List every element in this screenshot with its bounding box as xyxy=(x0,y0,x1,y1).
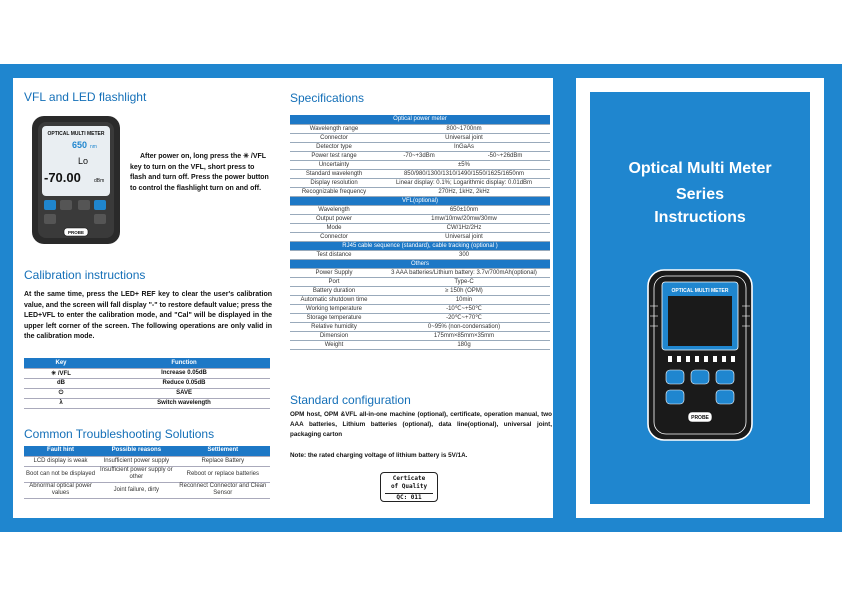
cover-device-label: OPTICAL MULTI METER xyxy=(671,288,729,294)
spec-section-header xyxy=(290,259,550,268)
lcd-wave: 650 xyxy=(72,140,88,150)
spec-label: Detector type xyxy=(290,142,378,151)
spec-value: -20℃~+70℃ xyxy=(378,313,550,322)
table-header-cell: Key xyxy=(24,358,98,368)
spec-section-title: Optical power meter xyxy=(290,115,550,124)
quality-certificate xyxy=(380,472,438,502)
spec-value: 10min xyxy=(378,295,550,304)
spec-row xyxy=(290,142,550,151)
spec-label: Wavelength xyxy=(290,205,378,214)
standard-config-note: Note: the rated charging voltage of lithium battery is 5V/1A. xyxy=(290,452,468,459)
settlement-cell: Replace Battery xyxy=(176,456,270,466)
spec-label: Port xyxy=(290,277,378,286)
reason-cell: Insufficient power supply xyxy=(97,456,176,466)
spec-value-alt: -50~+26dBm xyxy=(460,151,550,160)
table-row xyxy=(24,482,270,498)
spec-value: 850/980/1300/1310/1490/1550/1625/1650nm xyxy=(378,169,550,178)
spec-label: Storage temperature xyxy=(290,313,378,322)
spec-row xyxy=(290,250,550,259)
spec-row xyxy=(290,295,550,304)
device-brand: PROBE xyxy=(67,230,85,235)
spec-section-header xyxy=(290,115,550,124)
spec-row xyxy=(290,331,550,340)
spec-section-title: Others xyxy=(290,259,550,268)
certificate-qc: QC: 011 xyxy=(385,493,433,502)
spec-value: Linear display: 0.1%; Logarithmic display: 0.01dBm xyxy=(378,178,550,187)
cover-title-line3: Instructions xyxy=(654,209,746,226)
spec-label: Standard wavelength xyxy=(290,169,378,178)
spec-label: Power test range xyxy=(290,151,378,160)
spec-value: -10℃~+50℃ xyxy=(378,304,550,313)
spec-label: Working temperature xyxy=(290,304,378,313)
spec-value: InGaAs xyxy=(378,142,550,151)
cover-device-brand: PROBE xyxy=(691,415,709,421)
table-row xyxy=(24,368,270,378)
spec-row xyxy=(290,160,550,169)
calibration-text: At the same time, press the LED+ REF key to clear the user's calibration value, and the screen will fall display "-" to restore default value; press the LED+VFL to enter the calibration mode, and "Cal" will be displayed in the upper left corner of the screen. The following operations are only valid in the calibration mode. xyxy=(24,291,272,340)
spec-row xyxy=(290,124,550,133)
key-cell: ⏻ xyxy=(24,388,98,398)
lcd-unit: nm xyxy=(90,144,97,150)
spec-row xyxy=(290,232,550,241)
cover-title-line1: Optical Multi Meter xyxy=(628,160,772,177)
spec-label: Dimension xyxy=(290,331,378,340)
troubleshooting-title: Common Troubleshooting Solutions xyxy=(24,427,215,441)
fault-cell: LCD display is weak xyxy=(24,456,97,466)
spec-label: Power Supply xyxy=(290,268,378,277)
spec-section-title: RJ45 cable sequence (standard), cable tracking (optional ) xyxy=(290,241,550,250)
reason-cell: Joint failure, dirty xyxy=(97,482,176,498)
table-row xyxy=(24,456,270,466)
spec-value: Type-C xyxy=(378,277,550,286)
table-row xyxy=(24,388,270,398)
spec-row xyxy=(290,169,550,178)
spec-row xyxy=(290,133,550,142)
spec-value: CW/1Hz/2Hz xyxy=(378,223,550,232)
spec-value: 3 AAA batteries/Lithium battery: 3.7v/700mAh(optional) xyxy=(378,268,550,277)
spec-value: 650±10nm xyxy=(378,205,550,214)
fault-cell: Boot can not be displayed xyxy=(24,466,97,482)
settlement-cell: Reconnect Connector and Clean Sensor xyxy=(176,482,270,498)
spec-value: 800~1700nm xyxy=(378,124,550,133)
spec-label: Recognizable frequency xyxy=(290,187,378,196)
certificate-line1: Certicate xyxy=(392,475,426,482)
cover-device-illustration xyxy=(644,266,756,444)
spec-value: -70~+3dBm xyxy=(378,151,460,160)
table-header-cell: Fault hint xyxy=(24,446,97,456)
lcd-reading-unit: dBm xyxy=(94,178,105,184)
spec-row xyxy=(290,286,550,295)
lcd-header: OPTICAL MULTI METER xyxy=(47,131,105,137)
spec-label: Connector xyxy=(290,133,378,142)
reason-cell: Insufficient power supply or other xyxy=(97,466,176,482)
spec-row xyxy=(290,313,550,322)
spec-value: 175mm×85mm×35mm xyxy=(378,331,550,340)
spec-row xyxy=(290,187,550,196)
spec-row xyxy=(290,322,550,331)
spec-value: Universal joint xyxy=(378,133,550,142)
spec-row xyxy=(290,223,550,232)
standard-config-title: Standard configuration xyxy=(290,393,411,407)
key-cell: dB xyxy=(24,378,98,388)
spec-row xyxy=(290,340,550,349)
table-header-cell: Function xyxy=(98,358,270,368)
lcd-reading: -70.00 xyxy=(44,170,81,185)
table-row xyxy=(24,466,270,482)
table-header-cell: Possible reasons xyxy=(97,446,176,456)
key-cell: λ xyxy=(24,398,98,408)
spec-row xyxy=(290,214,550,223)
spec-label: Automatic shutdown time xyxy=(290,295,378,304)
table-row xyxy=(24,378,270,388)
spec-value: 0~95% (non-condensation) xyxy=(378,322,550,331)
spec-row xyxy=(290,205,550,214)
device-illustration xyxy=(30,112,122,248)
device-key-icon xyxy=(44,200,56,210)
spec-value: 1mw/10mw/20mw/30mw xyxy=(378,214,550,223)
spec-label: Mode xyxy=(290,223,378,232)
spec-value: 180g xyxy=(378,340,550,349)
spec-value: ≥ 150h (OPM) xyxy=(378,286,550,295)
spec-row xyxy=(290,178,550,187)
certificate-line2: of Quality xyxy=(390,483,428,490)
spec-row xyxy=(290,151,550,160)
vfl-text: After power on, long press the ✳ /VFL key to turn on the VFL, short press to flash and turn off. Press the power button to control the flashlight turn on and off. xyxy=(130,153,269,192)
spec-label: Wavelength range xyxy=(290,124,378,133)
key-cell: ✳ /VFL xyxy=(24,368,98,378)
table-header-row xyxy=(24,358,270,368)
spec-value: 300 xyxy=(378,250,550,259)
specifications-table xyxy=(290,115,550,350)
table-row xyxy=(24,398,270,408)
calibration-key-table xyxy=(24,358,270,409)
standard-config-text: OPM host, OPM &VFL all-in-one machine (optional), certificate, operation manual, two AAA batteries, Lithium batteries (optional), data line(optional), universal joint, packaging carton xyxy=(290,411,552,438)
settlement-cell: Reboot or replace batteries xyxy=(176,466,270,482)
table-header-row xyxy=(24,446,270,456)
vfl-title: VFL and LED flashlight xyxy=(24,90,147,104)
spec-label: Connector xyxy=(290,232,378,241)
troubleshooting-table xyxy=(24,446,270,499)
spec-row xyxy=(290,304,550,313)
specifications-title: Specifications xyxy=(290,91,365,105)
spec-value: 270Hz, 1kHz, 2kHz xyxy=(378,187,550,196)
table-header-cell: Settlement xyxy=(176,446,270,456)
spec-section-title: VFL(optional) xyxy=(290,196,550,205)
spec-label: Test distance xyxy=(290,250,378,259)
function-cell: Increase 0.05dB xyxy=(98,368,270,378)
function-cell: SAVE xyxy=(98,388,270,398)
spec-section-header xyxy=(290,241,550,250)
calibration-title: Calibration instructions xyxy=(24,268,146,282)
lcd-mode: Lo xyxy=(78,156,89,166)
spec-value: Universal joint xyxy=(378,232,550,241)
spec-label: Weight xyxy=(290,340,378,349)
spec-value: ±5% xyxy=(378,160,550,169)
spec-section-header xyxy=(290,196,550,205)
spec-label: Uncertainty xyxy=(290,160,378,169)
spec-row xyxy=(290,268,550,277)
spec-label: Battery duration xyxy=(290,286,378,295)
function-cell: Switch wavelength xyxy=(98,398,270,408)
spec-label: Relative humidity xyxy=(290,322,378,331)
spec-label: Output power xyxy=(290,214,378,223)
fault-cell: Abnormal optical power values xyxy=(24,482,97,498)
function-cell: Reduce 0.05dB xyxy=(98,378,270,388)
spec-row xyxy=(290,277,550,286)
cover-title-line2: Series xyxy=(675,186,725,203)
spec-label: Display resolution xyxy=(290,178,378,187)
